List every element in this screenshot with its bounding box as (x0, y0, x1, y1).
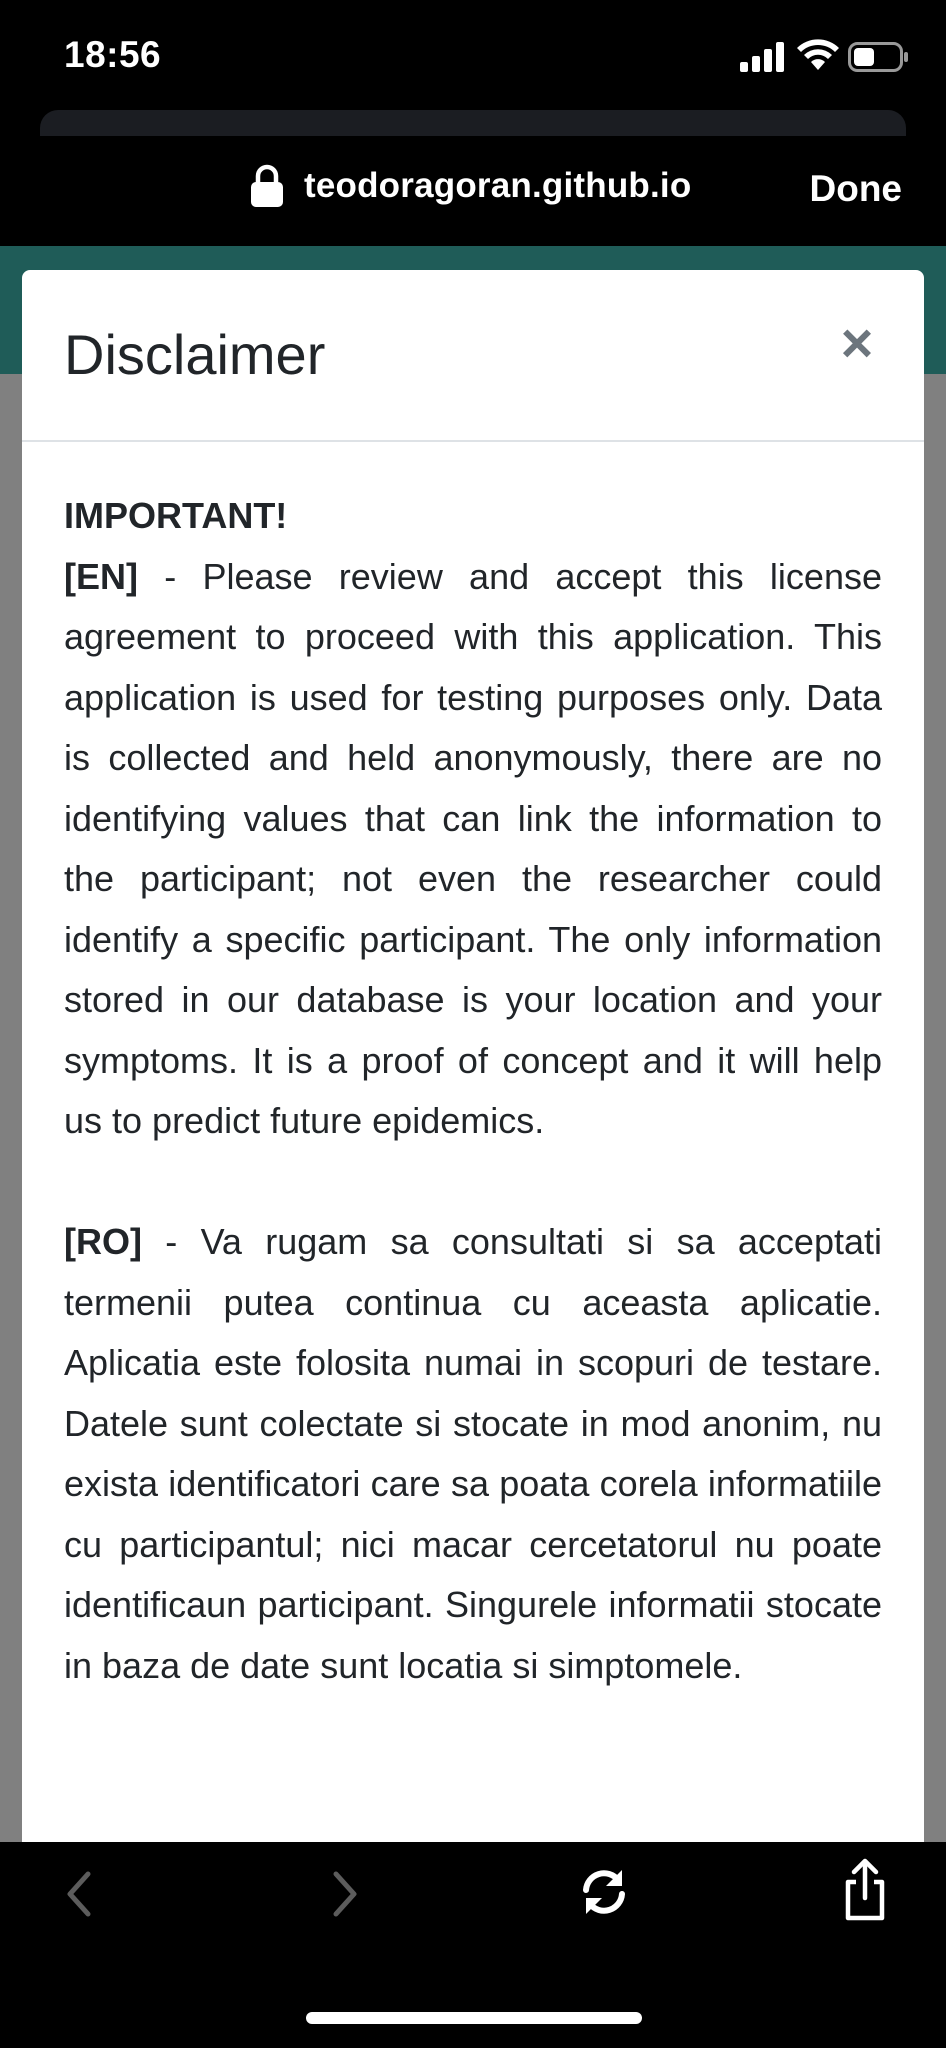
url-pill (40, 110, 906, 136)
cellular-signal-icon (740, 40, 784, 72)
important-heading: IMPORTANT! (64, 495, 288, 536)
status-bar (0, 0, 946, 110)
english-text: - Please review and accept this license agreement to proceed with this application. This application is used for testing purposes only. Data is collected and held anonymously, there are no identifying values that can link the information to the participant; not even the researcher could identify a specific participant. The only information stored in our database is your location and your symptoms. It is a proof of concept and it will help us to predict future epidemics. (64, 555, 882, 1141)
romanian-text: - Va rugam sa consultati si sa acceptati termenii putea continua cu aceasta aplicatie. Aplicatia este folosita numai in scopuri de testare. Datele sunt colectate si stocate in mod anonim, nu exista identificatori care sa poata corela informatiile cu participantul; nici macar cercetatorul nu poate identificaun participant. Singurele informatii stocate in baza de date sunt locatia si simptomele. (64, 1221, 882, 1686)
home-indicator[interactable] (306, 2012, 642, 2024)
battery-icon (848, 42, 910, 72)
close-icon[interactable]: × (840, 311, 874, 374)
url-text: teodoragoran.github.io (304, 166, 692, 205)
status-time: 18:56 (64, 34, 162, 75)
english-tag: [EN] (64, 555, 138, 597)
bottom-toolbar (0, 1842, 946, 2048)
paragraph-spacer (64, 1152, 882, 1213)
url-bar[interactable] (250, 164, 691, 208)
back-icon[interactable] (58, 1866, 102, 1922)
modal-header (22, 270, 924, 442)
english-paragraph (64, 547, 882, 1152)
disclaimer-modal (22, 270, 924, 1890)
wifi-icon (796, 38, 840, 72)
modal-title: Disclaimer (64, 323, 326, 386)
reload-icon[interactable] (578, 1864, 630, 1920)
lock-icon (250, 164, 284, 208)
share-icon[interactable] (842, 1858, 888, 1922)
browser-header (0, 110, 946, 246)
done-button[interactable]: Done (809, 168, 902, 209)
forward-icon[interactable] (322, 1866, 366, 1922)
modal-body (22, 442, 924, 1696)
romanian-tag: [RO] (64, 1221, 142, 1262)
romanian-paragraph (64, 1212, 882, 1696)
